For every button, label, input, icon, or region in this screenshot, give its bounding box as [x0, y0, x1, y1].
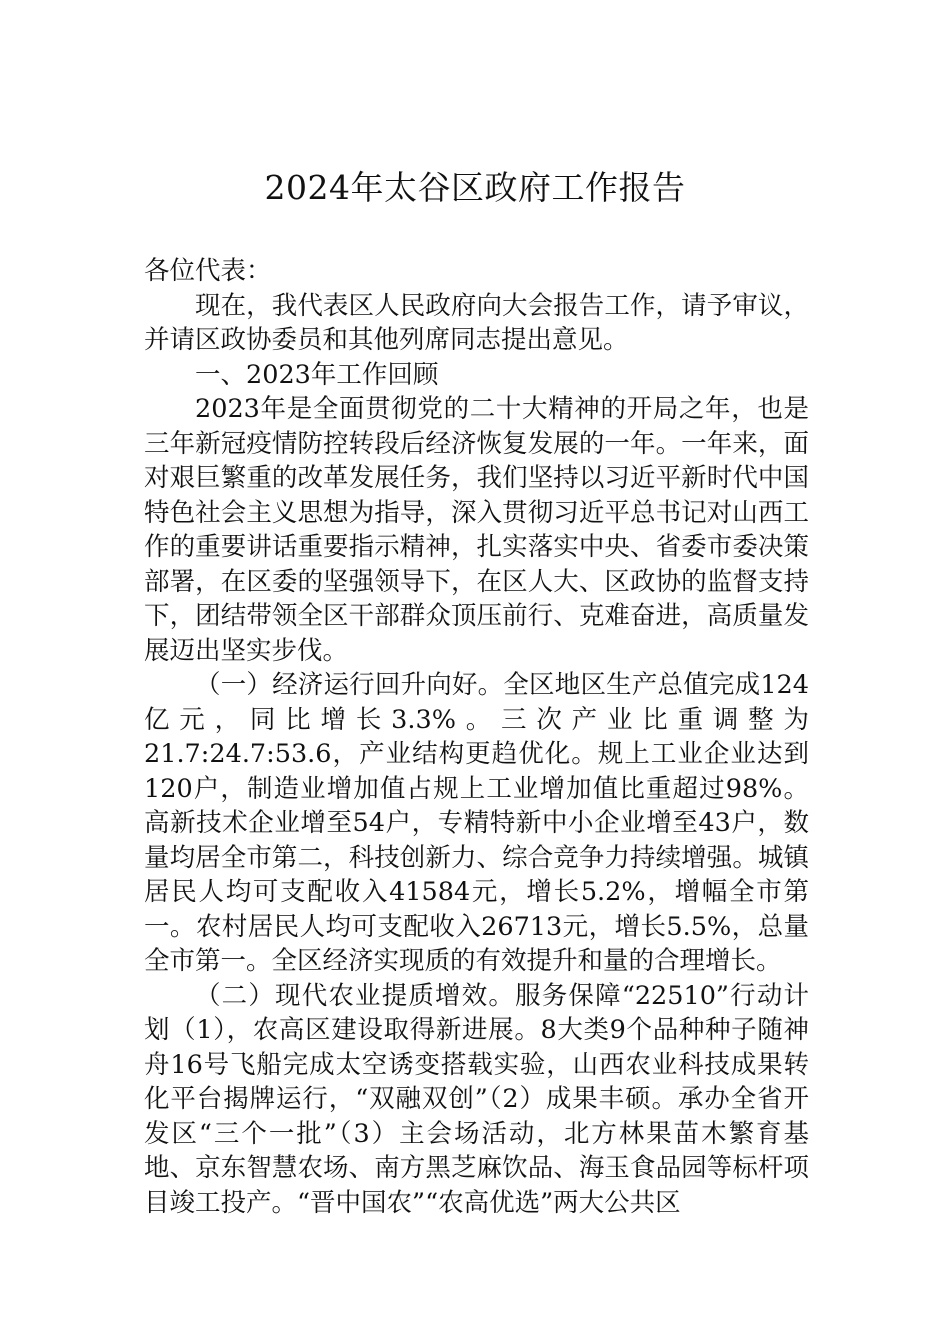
paragraph-overview: 2023年是全面贯彻党的二十大精神的开局之年，也是三年新冠疫情防控转段后经济恢复发展的一年。一年来，面对艰巨繁重的改革发展任务，我们坚持以习近平新时代中国特色社会主义思想为指导，深入贯彻习近平总书记对山西工作的重要讲话重要指示精神，扎实落实中央、省委市委决策部署，在区委的坚强领导下，在区人大、区政协的监督支持下，团结带领全区干部群众顶压前行、克难奋进，高质量发展迈出坚实步伐。 [144, 394, 809, 666]
paragraph-economy: （一）经济运行回升向好。全区地区生产总值完成124亿元，同比增长3.3%。三次产业比重调整为21.7:24.7:53.6，产业结构更趋优化。规上工业企业达到120户，制造业增加值占规上工业增加值比重超过98%。高新技术企业增至54户，专精特新中小企业增至43户，数量均居全市第二，科技创新力、综合竞争力持续增强。城镇居民人均可支配收入41584元，增长5.2%，增幅全市第一。农村居民人均可支配收入26713元，增长5.5%，总量全市第一。全区经济实现质的有效提升和量的合理增长。 [144, 670, 809, 976]
document-title: 2024年太谷区政府工作报告 [264, 168, 686, 207]
salutation: 各位代表： [144, 256, 272, 286]
paragraph-agriculture: （二）现代农业提质增效。服务保障“22510”行动计划（1），农高区建设取得新进展。8大类9个品种种子随神舟16号飞船完成太空诱变搭载实验，山西农业科技成果转化平台揭牌运行，“双融双创”（2）成果丰硕。承办全省开发区“三个一批”（3）主会场活动，北方林果苗木繁育基地、京东智慧农场、南方黑芝麻饮品、海玉食品园等标杆项目竣工投产。“晋中国农”“农高优选”两大公共区 [144, 980, 809, 1218]
paragraph-intro: 现在，我代表区人民政府向大会报告工作，请予审议，并请区政协委员和其他列席同志提出意见。 [144, 290, 809, 355]
document-body [144, 254, 809, 1220]
section-heading: 一、2023年工作回顾 [195, 359, 439, 390]
